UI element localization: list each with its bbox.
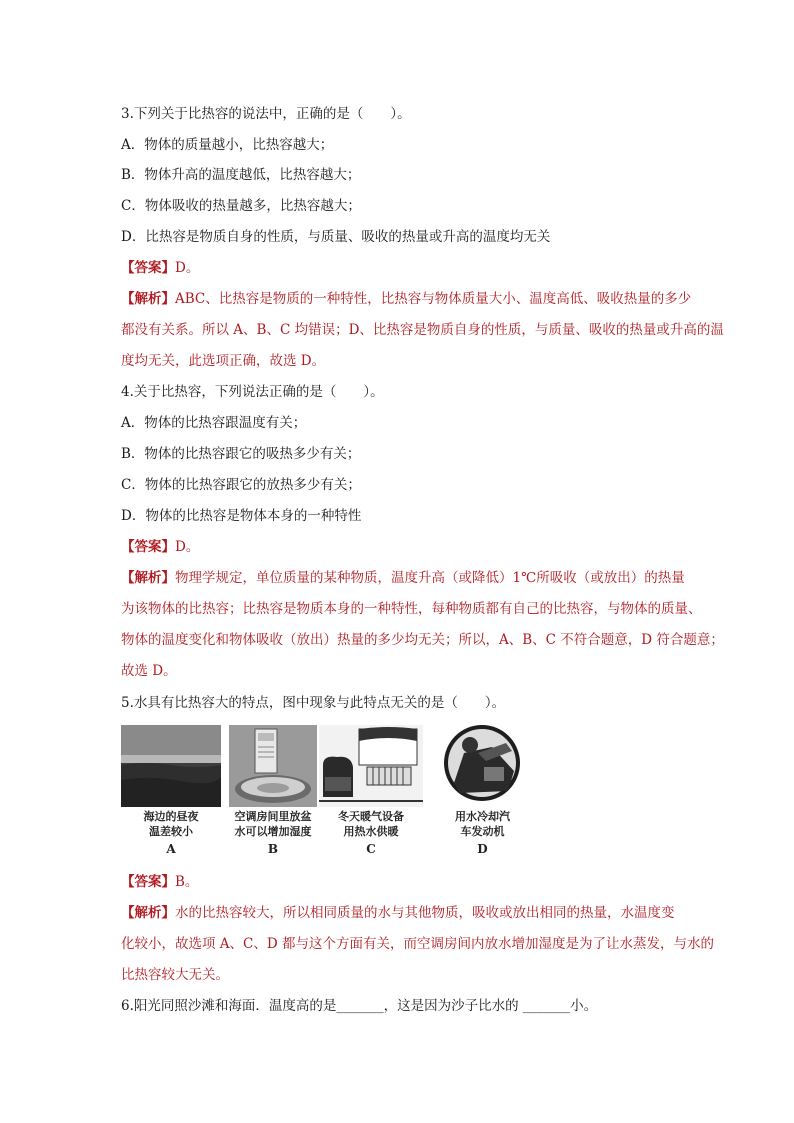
- analysis-text: 物理学规定，单位质量的某种物质，温度升高（或降低）1℃所吸收（或放出）的热量: [175, 570, 685, 586]
- answer-value: D。: [175, 260, 200, 276]
- q3-stem: 3.下列关于比热容的说法中，正确的是（ ）。: [121, 106, 411, 122]
- figure-panel-d: [434, 725, 531, 863]
- answer-tag: 【答案】: [121, 874, 175, 890]
- caption-letter: D: [477, 842, 488, 856]
- q4-analysis-line-3: 物体的温度变化和物体吸收（放出）热量的多少均无关；所以，A、B、C 不符合题意，D 符合题意；: [121, 632, 724, 648]
- q3-analysis-line-3: 度均无关，此选项正确，故选 D。: [121, 353, 326, 369]
- radiator-room-photo: [319, 725, 423, 807]
- caption-line-2: 水可以增加湿度: [234, 825, 312, 838]
- car-engine-photo: [434, 723, 531, 809]
- caption-line-1: 冬天暖气设备: [338, 810, 404, 823]
- analysis-text: ABC、比热容是物质的一种特性，比热容与物体质量大小、温度高低、吸收热量的多少: [175, 291, 692, 307]
- caption-line-2: 车发动机: [460, 825, 505, 838]
- q3-analysis-line-1: [121, 290, 691, 308]
- analysis-tag: 【解析】: [121, 291, 175, 307]
- q4-answer: [121, 538, 199, 556]
- q5-stem: 5.水具有比热容大的特点，图中现象与此特点无关的是（ ）。: [121, 695, 506, 711]
- figure-panel-a: [121, 725, 221, 863]
- q6-stem: 6.阳光同照沙滩和海面．温度高的是_______，这是因为沙子比水的 _______小。: [121, 998, 598, 1014]
- caption-letter: A: [166, 842, 176, 856]
- caption-line-2: 用热水供暖: [343, 825, 399, 838]
- q3-option-b: B．物体升高的温度越低，比热容越大；: [121, 167, 361, 183]
- analysis-tag: 【解析】: [121, 570, 175, 586]
- q3-answer: [121, 259, 199, 277]
- figure-panel-c: [319, 725, 425, 863]
- answer-value: D。: [175, 539, 200, 555]
- q3-option-d: D．比热容是物质自身的性质，与质量、吸收的热量或升高的温度均无关: [121, 229, 551, 245]
- q4-option-c: C．物体的比热容跟它的放热多少有关；: [121, 477, 361, 493]
- answer-tag: 【答案】: [121, 539, 175, 555]
- q4-analysis-line-4: 故选 D。: [121, 663, 177, 679]
- q3-option-c: C．物体吸收的热量越多，比热容越大；: [121, 198, 361, 214]
- caption-line-1: 用水冷却汽: [455, 810, 510, 823]
- q5-figure: [121, 725, 531, 863]
- q5-analysis-line-3: 比热容较大无关。: [121, 967, 229, 983]
- q4-option-d: D．物体的比热容是物体本身的一种特性: [121, 508, 362, 524]
- q3-analysis-line-2: 都没有关系。所以 A、B、C 均错误；D、比热容是物质自身的性质，与质量、吸收的热量或升高的温: [121, 322, 724, 338]
- q4-analysis-line-2: 为该物体的比热容；比热容是物质本身的一种特性，每种物质都有自己的比热容，与物体的质量、: [121, 601, 702, 617]
- figure-panel-b: [229, 725, 319, 863]
- caption-letter: B: [267, 842, 279, 856]
- caption-line-2: 温差较小: [149, 825, 193, 838]
- q4-option-a: A．物体的比热容跟温度有关；: [121, 415, 307, 431]
- q4-stem: 4.关于比热容，下列说法正确的是（ ）。: [121, 384, 384, 400]
- q5-answer: [121, 873, 198, 891]
- q5-analysis-line-1: [121, 904, 675, 922]
- q3-option-a: A．物体的质量越小，比热容越大；: [121, 137, 334, 153]
- answer-tag: 【答案】: [121, 260, 175, 276]
- q4-option-b: B．物体的比热容跟它的吸热多少有关；: [121, 446, 361, 462]
- caption-letter: C: [366, 842, 376, 856]
- answer-value: B。: [175, 874, 199, 890]
- air-conditioner-photo: [229, 725, 317, 807]
- q5-analysis-line-2: 化较小，故选项 A、C、D 都与这个方面有关，而空调房间内放水增加湿度是为了让水蒸发，与水的: [121, 936, 714, 952]
- caption-line-1: 空调房间里放盆: [234, 810, 312, 823]
- q4-analysis-line-1: [121, 569, 685, 587]
- seaside-photo: [121, 725, 221, 807]
- caption-line-1: 海边的昼夜: [143, 810, 199, 823]
- analysis-text: 水的比热容较大，所以相同质量的水与其他物质，吸收或放出相同的热量，水温度变: [175, 905, 675, 921]
- analysis-tag: 【解析】: [121, 905, 175, 921]
